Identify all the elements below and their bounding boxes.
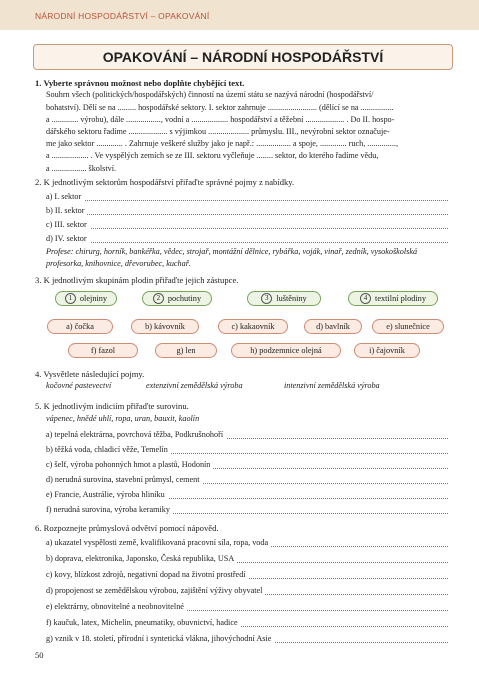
question-2-title: 2. K jednotlivým sektorům hospodářství přiřaďte správné pojmy z nabídky. bbox=[35, 177, 295, 187]
answer-label: d) nerudná surovina, stavební průmysl, cement bbox=[46, 475, 202, 484]
answer-label: b) II. sektor bbox=[46, 206, 87, 215]
question-1 bbox=[35, 77, 455, 175]
q1-line: a .................. . Ve vyspělých zemích se ze III. sektoru vyčleňuje ........ sektor, do kterého řadíme vědu, bbox=[46, 151, 379, 161]
crop-group-pill[interactable] bbox=[348, 291, 438, 306]
number-badge: 1 bbox=[65, 293, 76, 304]
page-title: OPAKOVÁNÍ – NÁRODNÍ HOSPODÁŘSTVÍ bbox=[102, 49, 384, 65]
question-1-text bbox=[35, 89, 455, 174]
q1-line: a ................. školství. bbox=[46, 163, 117, 173]
term: kočovné pastevectví bbox=[46, 381, 112, 390]
term: extenzivní zemědělská výroba bbox=[146, 381, 243, 390]
crop-group-pill[interactable] bbox=[247, 291, 321, 306]
answer-label: f) kaučuk, latex, Michelin, pneumatiky, obuvnictví, hadice bbox=[46, 618, 241, 627]
answer-line[interactable] bbox=[46, 537, 448, 549]
crop-group-pill[interactable] bbox=[142, 291, 212, 306]
crop-item-pill[interactable]: b) kávovník bbox=[131, 319, 199, 334]
question-1-title: 1. Vyberte správnou možnost nebo doplňte chybějící text. bbox=[35, 78, 245, 88]
question-3-title: 3. K jednotlivým skupinám plodin přiřaďte jejich zástupce. bbox=[35, 275, 239, 285]
answer-label: c) šelf, výroba pohonných hmot a plastů, Hodonín bbox=[46, 460, 213, 469]
answer-line[interactable] bbox=[46, 569, 448, 581]
answer-label: e) Francie, Austrálie, výroba hliníku bbox=[46, 490, 168, 499]
crop-item-pill[interactable]: i) čajovník bbox=[354, 343, 420, 358]
crop-item-pill[interactable]: f) fazol bbox=[68, 343, 138, 358]
crop-group-label: luštěniny bbox=[276, 294, 307, 303]
answer-line[interactable] bbox=[46, 429, 448, 441]
q1-line: Souhrn všech (politických/hospodářských) činností na území státu se nazývá národní (hospodářství/ bbox=[46, 90, 374, 100]
answer-line[interactable] bbox=[46, 205, 448, 217]
crop-group-label: pochutiny bbox=[167, 294, 202, 303]
crop-item-pill[interactable]: e) slunečnice bbox=[372, 319, 444, 334]
answer-line[interactable] bbox=[46, 585, 448, 597]
crop-item-pill[interactable]: g) len bbox=[155, 343, 217, 358]
answer-line[interactable] bbox=[46, 601, 448, 613]
q1-line: dářského sektoru řadíme ................... s výjimkou .................... průmyslu. III., nevýrobní sektor označuje- bbox=[46, 126, 390, 136]
answer-label: g) vznik v 18. století, přírodní i syntetická vlákna, jihovýchodní Asie bbox=[46, 634, 274, 643]
answer-label: e) elektrárny, obnovitelné a neobnovitelné bbox=[46, 602, 187, 611]
professions-note: Profese: chirurg, horník, bankéřka, vědec, strojař, montážní dělnice, rybářka, voják, vinař, zedník, vysokoškolská profesorka, knihovnice, dřevorubec, kuchař. bbox=[46, 247, 418, 268]
crop-group-label: olejniny bbox=[79, 294, 108, 303]
answer-label: c) III. sektor bbox=[46, 220, 90, 229]
crop-group-label: textilní plodiny bbox=[375, 294, 426, 303]
crop-item-pill[interactable]: a) čočka bbox=[47, 319, 113, 334]
answer-line[interactable] bbox=[46, 459, 448, 471]
answer-label: f) nerudná surovina, výroba keramiky bbox=[46, 505, 173, 514]
answer-label: d) propojenost se zemědělskou výrobou, zajištění výživy obyvatel bbox=[46, 586, 265, 595]
page-title-box bbox=[33, 44, 453, 70]
page-number: 50 bbox=[35, 650, 44, 660]
crop-group-pill[interactable] bbox=[55, 291, 117, 306]
answer-line[interactable] bbox=[46, 633, 448, 645]
number-badge: 4 bbox=[360, 293, 371, 304]
answer-label: a) tepelná elektrárna, povrchová těžba, Podkrušnohoří bbox=[46, 430, 226, 439]
term: intenzivní zemědělská výroba bbox=[284, 381, 380, 390]
answer-label: a) I. sektor bbox=[46, 192, 84, 201]
answer-line[interactable] bbox=[46, 489, 448, 501]
answer-line[interactable] bbox=[46, 444, 448, 456]
answer-line[interactable] bbox=[46, 219, 448, 231]
q1-line: a ............. výrobu), dále ................., vodní a .................. hospodářství a těžební ................... . Do II. hospo- bbox=[46, 114, 395, 124]
crop-item-pill[interactable]: d) bavlník bbox=[304, 319, 362, 334]
question-5-title: 5. K jednotlivým indiciím přiřaďte surovinu. bbox=[35, 401, 189, 411]
number-badge: 3 bbox=[261, 293, 272, 304]
answer-line[interactable] bbox=[46, 504, 448, 516]
crop-item-pill[interactable]: c) kakaovník bbox=[218, 319, 288, 334]
answer-line[interactable] bbox=[46, 474, 448, 486]
answer-line[interactable] bbox=[46, 617, 448, 629]
answer-line[interactable] bbox=[46, 553, 448, 565]
crop-item-pill[interactable]: h) podzemnice olejná bbox=[231, 343, 341, 358]
answer-label: b) těžká voda, chladicí věže, Temelín bbox=[46, 445, 171, 454]
section-label: NÁRODNÍ HOSPODÁŘSTVÍ – OPAKOVÁNÍ bbox=[35, 11, 210, 21]
q1-line: bohatství). Dělí se na ......... hospodářské sektory. I. sektor zahrnuje ........................ (dělící se na ................ bbox=[46, 102, 394, 112]
answer-label: d) IV. sektor bbox=[46, 234, 90, 243]
answer-line[interactable] bbox=[46, 233, 448, 245]
q1-line: me jako sektor ............. . Zahrnuje veškeré služby jako je např.: ................. a spoje, ............. ruch, .............., bbox=[46, 139, 398, 149]
answer-line[interactable] bbox=[46, 191, 448, 203]
number-badge: 2 bbox=[153, 293, 164, 304]
answer-label: a) ukazatel vyspělosti země, kvalifikovaná pracovní síla, ropa, voda bbox=[46, 538, 271, 547]
question-6-title: 6. Rozpoznejte průmyslová odvětví pomocí nápověd. bbox=[35, 523, 219, 533]
answer-label: c) kovy, blízkost zdrojů, negativní dopad na životní prostředí bbox=[46, 570, 249, 579]
answer-label: b) doprava, elektronika, Japonsko, Česká republika, USA bbox=[46, 554, 237, 563]
raw-materials-note: vápenec, hnědé uhlí, ropa, uran, bauxit, kaolín bbox=[46, 414, 200, 423]
question-4-title: 4. Vysvětlete následující pojmy. bbox=[35, 369, 145, 379]
